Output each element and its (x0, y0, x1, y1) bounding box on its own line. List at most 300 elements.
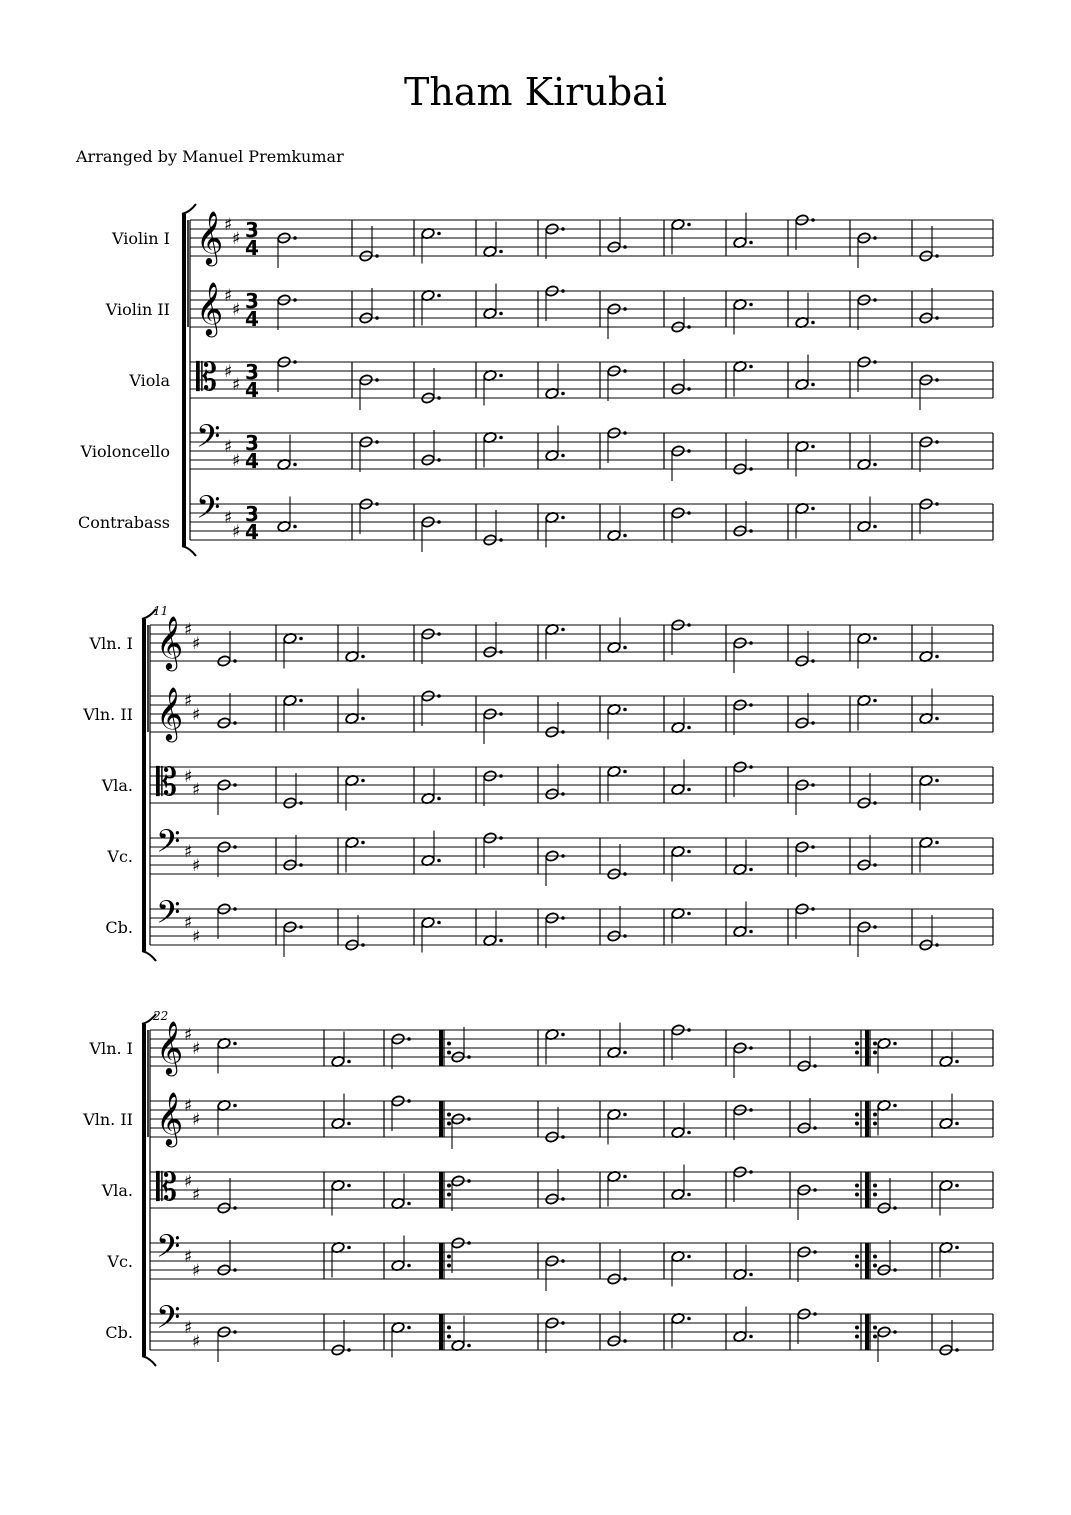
augmentation-dot (499, 538, 503, 542)
treble-clef: 𝄞 (156, 1091, 184, 1145)
augmentation-dot (623, 646, 627, 650)
augmentation-dot (687, 788, 691, 792)
repeat-dot (855, 1042, 859, 1046)
augmentation-dot (893, 1330, 897, 1334)
augmentation-dot (935, 440, 939, 444)
augmentation-dot (561, 1259, 565, 1263)
augmentation-dot (623, 1277, 627, 1281)
staff-violin-i (111, 210, 993, 268)
time-sig-bottom: 4 (245, 236, 259, 260)
augmentation-dot (935, 841, 939, 845)
augmentation-dot (347, 1348, 351, 1352)
key-sharp-c: ♯ (232, 451, 241, 471)
augmentation-dot (299, 925, 303, 929)
augmentation-dot (467, 1344, 471, 1348)
augmentation-dot (437, 921, 441, 925)
augmentation-dot (935, 717, 939, 721)
augmentation-dot (499, 712, 503, 716)
alto-clef: 𝄡 (156, 1165, 178, 1209)
augmentation-dot (437, 694, 441, 698)
time-sig-bottom: 4 (245, 307, 259, 331)
augmentation-dot (561, 916, 565, 920)
augmentation-dot (361, 717, 365, 721)
key-sharp-c: ♯ (192, 1261, 201, 1281)
repeat-dot (855, 1255, 859, 1259)
time-sig-top: 3 (245, 360, 259, 384)
augmentation-dot (361, 841, 365, 845)
augmentation-dot (749, 868, 753, 872)
augmentation-dot (299, 637, 303, 641)
augmentation-dot (687, 387, 691, 391)
augmentation-dot (293, 298, 297, 302)
augmentation-dot (893, 1104, 897, 1108)
repeat-dot (447, 1113, 451, 1117)
augmentation-dot (375, 378, 379, 382)
augmentation-dot (873, 699, 877, 703)
augmentation-dot (749, 1108, 753, 1112)
augmentation-dot (561, 289, 565, 293)
augmentation-dot (361, 779, 365, 783)
augmentation-dot (361, 655, 365, 659)
key-sharp-c: ♯ (192, 927, 201, 947)
augmentation-dot (935, 502, 939, 506)
repeat-thick-barline (439, 1314, 443, 1350)
staff-violoncello (106, 1228, 993, 1291)
augmentation-dot (437, 859, 441, 863)
staff-violoncello (80, 418, 993, 481)
augmentation-dot (935, 378, 939, 382)
repeat-dot (447, 1326, 451, 1330)
augmentation-dot (873, 360, 877, 364)
repeat-dot (855, 1051, 859, 1055)
augmentation-dot (499, 312, 503, 316)
treble-clef: 𝄞 (196, 281, 224, 335)
key-sharp-f: ♯ (224, 437, 233, 457)
repeat-dot (855, 1193, 859, 1197)
augmentation-dot (687, 912, 691, 916)
augmentation-dot (623, 708, 627, 712)
augmentation-dot (623, 307, 627, 311)
repeat-thick-barline (439, 1172, 443, 1208)
instrument-name: Cb. (105, 918, 133, 937)
key-sharp-f: ♯ (184, 1247, 193, 1267)
instrument-name: Vc. (107, 1252, 133, 1271)
augmentation-dot (687, 850, 691, 854)
augmentation-dot (749, 1335, 753, 1339)
bracket-top-hook (182, 204, 196, 214)
key-sharp-c: ♯ (192, 1110, 201, 1130)
key-sharp-c: ♯ (232, 375, 241, 395)
staff-violin-ii (82, 686, 993, 744)
augmentation-dot (873, 863, 877, 867)
repeat-dot (873, 1113, 877, 1117)
staff-violoncello (106, 823, 993, 886)
augmentation-dot (873, 925, 877, 929)
augmentation-dot (233, 907, 237, 911)
augmentation-dot (623, 534, 627, 538)
augmentation-dot (811, 383, 815, 387)
time-sig-bottom: 4 (245, 449, 259, 473)
instrument-name: Vln. II (83, 1110, 133, 1129)
repeat-thick-barline (439, 1243, 443, 1279)
staff-viola (101, 1165, 993, 1221)
augmentation-dot (375, 502, 379, 506)
augmentation-dot (437, 232, 441, 236)
system-1 (78, 204, 993, 556)
key-sharp-f: ♯ (224, 362, 233, 382)
augmentation-dot (935, 655, 939, 659)
instrument-name: Contrabass (78, 513, 170, 532)
augmentation-dot (811, 907, 815, 911)
augmentation-dot (499, 650, 503, 654)
staff-viola (101, 760, 993, 816)
augmentation-dot (749, 1273, 753, 1277)
augmentation-dot (499, 250, 503, 254)
treble-clef: 𝄞 (156, 615, 184, 669)
augmentation-dot (749, 303, 753, 307)
time-sig-top: 3 (245, 289, 259, 313)
staff-viola (128, 355, 993, 411)
augmentation-dot (233, 1206, 237, 1210)
augmentation-dot (811, 507, 815, 511)
augmentation-dot (811, 783, 815, 787)
augmentation-dot (811, 659, 815, 663)
bass-clef: 𝄢 (156, 823, 181, 867)
augmentation-dot (561, 454, 565, 458)
repeat-dot (855, 1264, 859, 1268)
augmentation-dot (437, 458, 441, 462)
augmentation-dot (233, 1042, 237, 1046)
augmentation-dot (293, 236, 297, 240)
instrument-name: Vc. (107, 847, 133, 866)
key-sharp-f: ♯ (184, 842, 193, 862)
repeat-dot (447, 1184, 451, 1188)
augmentation-dot (561, 1135, 565, 1139)
key-sharp-f: ♯ (184, 913, 193, 933)
augmentation-dot (347, 1060, 351, 1064)
augmentation-dot (811, 321, 815, 325)
augmentation-dot (499, 774, 503, 778)
augmentation-dot (687, 223, 691, 227)
augmentation-dot (749, 1046, 753, 1050)
repeat-thick-barline (865, 1030, 869, 1066)
key-sharp-c: ♯ (192, 705, 201, 725)
augmentation-dot (687, 449, 691, 453)
time-sig-top: 3 (245, 218, 259, 242)
measure-number: 11 (153, 604, 169, 618)
augmentation-dot (499, 374, 503, 378)
staff-violin-ii (82, 1091, 993, 1149)
augmentation-dot (749, 703, 753, 707)
augmentation-dot (893, 1042, 897, 1046)
key-sharp-f: ♯ (184, 1025, 193, 1045)
system-3 (82, 1009, 993, 1366)
instrument-name: Vln. II (83, 705, 133, 724)
augmentation-dot (437, 294, 441, 298)
augmentation-dot (955, 1060, 959, 1064)
augmentation-dot (299, 699, 303, 703)
augmentation-dot (299, 863, 303, 867)
augmentation-dot (873, 525, 877, 529)
augmentation-dot (561, 1197, 565, 1201)
augmentation-dot (233, 845, 237, 849)
augmentation-dot (935, 254, 939, 258)
augmentation-dot (561, 516, 565, 520)
augmentation-dot (561, 730, 565, 734)
augmentation-dot (233, 721, 237, 725)
repeat-dot (873, 1042, 877, 1046)
augmentation-dot (347, 1184, 351, 1188)
augmentation-dot (623, 872, 627, 876)
repeat-thick-barline (865, 1172, 869, 1208)
treble-clef: 𝄞 (196, 210, 224, 264)
augmentation-dot (467, 1055, 471, 1059)
augmentation-dot (561, 792, 565, 796)
augmentation-dot (375, 254, 379, 258)
augmentation-dot (687, 1317, 691, 1321)
score-title: Tham Kirubai (404, 70, 667, 114)
augmentation-dot (347, 1246, 351, 1250)
augmentation-dot (407, 1099, 411, 1103)
augmentation-dot (893, 1206, 897, 1210)
augmentation-dot (233, 783, 237, 787)
augmentation-dot (375, 440, 379, 444)
augmentation-dot (293, 360, 297, 364)
system-bracket (142, 619, 146, 951)
key-sharp-f: ♯ (184, 691, 193, 711)
repeat-dot (447, 1051, 451, 1055)
instrument-name: Vln. I (89, 634, 133, 653)
treble-clef: 𝄞 (156, 686, 184, 740)
augmentation-dot (813, 1250, 817, 1254)
augmentation-dot (687, 511, 691, 515)
bass-clef: 𝄢 (196, 418, 221, 462)
repeat-dot (447, 1335, 451, 1339)
key-sharp-c: ♯ (192, 856, 201, 876)
time-sig-bottom: 4 (245, 520, 259, 544)
augmentation-dot (749, 365, 753, 369)
augmentation-dot (623, 1339, 627, 1343)
repeat-thick-barline (439, 1030, 443, 1066)
augmentation-dot (873, 298, 877, 302)
augmentation-dot (935, 943, 939, 947)
augmentation-dot (233, 1330, 237, 1334)
repeat-dot (855, 1122, 859, 1126)
augmentation-dot (499, 939, 503, 943)
repeat-dot (855, 1326, 859, 1330)
system-bracket (142, 1024, 146, 1356)
repeat-dot (873, 1264, 877, 1268)
instrument-name: Vln. I (89, 1039, 133, 1058)
augmentation-dot (749, 241, 753, 245)
augmentation-dot (687, 1255, 691, 1259)
repeat-dot (873, 1193, 877, 1197)
augmentation-dot (467, 1117, 471, 1121)
key-sharp-f: ♯ (184, 1318, 193, 1338)
system-2 (82, 604, 993, 961)
repeat-dot (447, 1042, 451, 1046)
key-sharp-c: ♯ (192, 1332, 201, 1352)
instrument-name: Cb. (105, 1323, 133, 1342)
augmentation-dot (955, 1184, 959, 1188)
augmentation-dot (347, 1122, 351, 1126)
key-sharp-c: ♯ (192, 1185, 201, 1205)
augmentation-dot (561, 628, 565, 632)
augmentation-dot (407, 1264, 411, 1268)
key-sharp-f: ♯ (224, 215, 233, 235)
augmentation-dot (813, 1064, 817, 1068)
augmentation-dot (811, 445, 815, 449)
augmentation-dot (561, 854, 565, 858)
repeat-dot (855, 1335, 859, 1339)
augmentation-dot (935, 316, 939, 320)
augmentation-dot (407, 1037, 411, 1041)
augmentation-dot (955, 1348, 959, 1352)
augmentation-dot (955, 1246, 959, 1250)
augmentation-dot (893, 1268, 897, 1272)
augmentation-dot (233, 1268, 237, 1272)
augmentation-dot (233, 1104, 237, 1108)
augmentation-dot (561, 392, 565, 396)
augmentation-dot (687, 1193, 691, 1197)
augmentation-dot (623, 770, 627, 774)
augmentation-dot (687, 726, 691, 730)
repeat-dot (873, 1051, 877, 1055)
repeat-thick-barline (865, 1314, 869, 1350)
repeat-dot (447, 1193, 451, 1197)
repeat-dot (447, 1264, 451, 1268)
augmentation-dot (561, 1321, 565, 1325)
key-sharp-f: ♯ (184, 1172, 193, 1192)
repeat-dot (855, 1113, 859, 1117)
key-sharp-f: ♯ (224, 508, 233, 528)
augmentation-dot (623, 369, 627, 373)
repeat-dot (447, 1122, 451, 1126)
augmentation-dot (749, 467, 753, 471)
repeat-dot (873, 1326, 877, 1330)
augmentation-dot (749, 1170, 753, 1174)
augmentation-dot (437, 632, 441, 636)
repeat-thick-barline (865, 1243, 869, 1279)
key-sharp-f: ♯ (184, 767, 193, 787)
augmentation-dot (623, 431, 627, 435)
key-sharp-c: ♯ (232, 300, 241, 320)
augmentation-dot (687, 1131, 691, 1135)
repeat-dot (873, 1255, 877, 1259)
key-sharp-c: ♯ (232, 229, 241, 249)
augmentation-dot (467, 1179, 471, 1183)
augmentation-dot (623, 934, 627, 938)
staff-contrabass (105, 894, 993, 957)
augmentation-dot (467, 1241, 471, 1245)
alto-clef: 𝄡 (196, 355, 218, 399)
augmentation-dot (623, 1113, 627, 1117)
key-sharp-c: ♯ (192, 634, 201, 654)
bracket-bottom-hook (142, 1356, 156, 1366)
augmentation-dot (375, 316, 379, 320)
augmentation-dot (873, 637, 877, 641)
augmentation-dot (299, 801, 303, 805)
key-sharp-c: ♯ (192, 780, 201, 800)
augmentation-dot (687, 623, 691, 627)
augmentation-dot (813, 1188, 817, 1192)
bracket-bottom-hook (142, 951, 156, 961)
augmentation-dot (407, 1326, 411, 1330)
augmentation-dot (499, 836, 503, 840)
augmentation-dot (623, 245, 627, 249)
augmentation-dot (873, 236, 877, 240)
instrument-name: Vla. (101, 776, 133, 795)
augmentation-dot (293, 463, 297, 467)
arranger-credit: Arranged by Manuel Premkumar (76, 147, 344, 166)
bass-clef: 𝄢 (196, 489, 221, 533)
treble-clef: 𝄞 (156, 1020, 184, 1074)
key-sharp-c: ♯ (232, 522, 241, 542)
alto-clef: 𝄡 (156, 760, 178, 804)
augmentation-dot (561, 227, 565, 231)
augmentation-dot (749, 641, 753, 645)
augmentation-dot (813, 1126, 817, 1130)
instrument-name: Violin I (112, 229, 170, 248)
repeat-thick-barline (865, 1101, 869, 1137)
instrument-name: Vla. (101, 1181, 133, 1200)
augmentation-dot (811, 845, 815, 849)
key-sharp-f: ♯ (184, 620, 193, 640)
instrument-name: Violin II (105, 300, 170, 319)
key-sharp-f: ♯ (224, 286, 233, 306)
key-sharp-f: ♯ (184, 1096, 193, 1116)
augmentation-dot (935, 779, 939, 783)
augmentation-dot (811, 218, 815, 222)
augmentation-dot (437, 520, 441, 524)
bass-clef: 𝄢 (156, 894, 181, 938)
bass-clef: 𝄢 (156, 1228, 181, 1272)
measure-number: 22 (153, 1009, 169, 1023)
augmentation-dot (437, 797, 441, 801)
key-sharp-c: ♯ (192, 1039, 201, 1059)
augmentation-dot (437, 396, 441, 400)
augmentation-dot (233, 659, 237, 663)
bass-clef: 𝄢 (156, 1299, 181, 1343)
augmentation-dot (873, 463, 877, 467)
repeat-dot (855, 1184, 859, 1188)
repeat-dot (873, 1335, 877, 1339)
repeat-dot (447, 1255, 451, 1259)
repeat-dot (873, 1122, 877, 1126)
repeat-thick-barline (439, 1101, 443, 1137)
augmentation-dot (749, 765, 753, 769)
time-sig-top: 3 (245, 502, 259, 526)
bracket-bottom-hook (182, 546, 196, 556)
augmentation-dot (623, 1175, 627, 1179)
time-sig-bottom: 4 (245, 378, 259, 402)
staff-contrabass (78, 489, 993, 552)
augmentation-dot (499, 436, 503, 440)
augmentation-dot (811, 721, 815, 725)
time-sig-top: 3 (245, 431, 259, 455)
instrument-name: Violoncello (80, 442, 170, 461)
augmentation-dot (749, 930, 753, 934)
augmentation-dot (623, 1051, 627, 1055)
staff-contrabass (105, 1299, 993, 1362)
augmentation-dot (407, 1202, 411, 1206)
staff-violin-i (89, 615, 993, 673)
augmentation-dot (687, 325, 691, 329)
repeat-dot (873, 1184, 877, 1188)
instrument-name: Viola (129, 371, 170, 390)
staff-violin-ii (105, 281, 993, 339)
augmentation-dot (813, 1312, 817, 1316)
